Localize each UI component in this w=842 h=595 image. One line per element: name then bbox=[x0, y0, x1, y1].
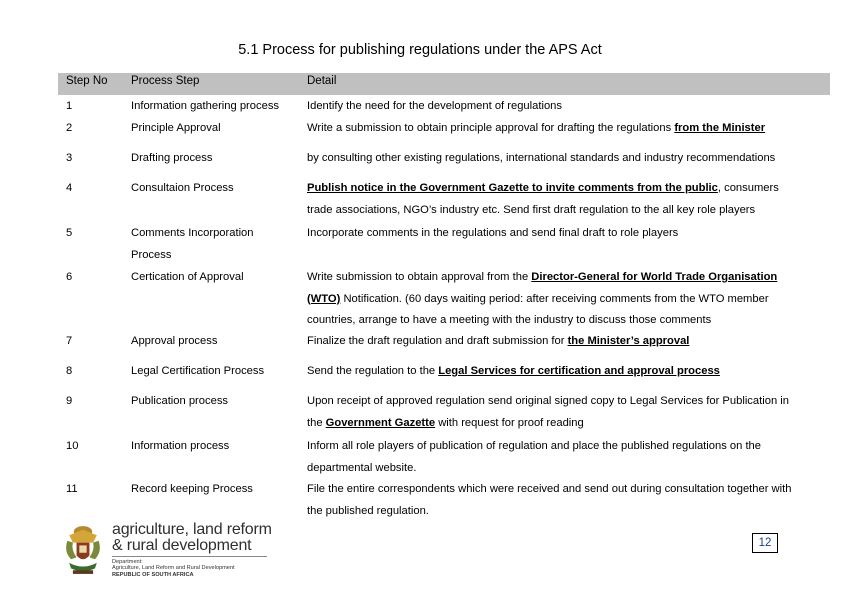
step-number: 3 bbox=[66, 152, 73, 164]
step-detail: Write a submission to obtain principle approval for drafting the regulations from the Minister bbox=[307, 122, 766, 134]
coat-of-arms-icon bbox=[60, 522, 106, 578]
step-number: 9 bbox=[66, 395, 73, 407]
logo-divider bbox=[112, 556, 267, 557]
step-detail: Incorporate comments in the regulations and send final draft to role players bbox=[307, 227, 679, 239]
step-number: 1 bbox=[66, 100, 73, 112]
step-detail: Publish notice in the Government Gazette to invite comments from the public, consumers trade associations, NGO’s industry etc. Send first draft regulation to the all key role players bbox=[307, 182, 779, 216]
step-detail: by consulting other existing regulations, international standards and industry recommendations bbox=[307, 152, 776, 164]
process-step: Legal Certification Process bbox=[131, 365, 265, 377]
process-step: Information gathering process bbox=[131, 100, 280, 112]
step-detail: File the entire correspondents which were received and send out during consultation together with the published regulation. bbox=[307, 483, 792, 517]
step-detail: Write submission to obtain approval from the Director-General for World Trade Organisation (WTO) Notification. (60 days waiting period: after receiving comments from the WTO member countries, arrange to have a meeting with the industry to discuss those comments bbox=[307, 271, 778, 326]
step-detail: Upon receipt of approved regulation send original signed copy to Legal Services for Publication in the Government Gazette with request for proof reading bbox=[307, 395, 789, 429]
department-text: Department: Agriculture, Land Reform and Rural Development REPUBLIC OF SOUTH AFRICA bbox=[112, 559, 235, 578]
step-number: 11 bbox=[66, 483, 78, 495]
process-step: Drafting process bbox=[131, 152, 213, 164]
logo-line-1: agriculture, land reform bbox=[112, 521, 272, 538]
step-number: 2 bbox=[66, 122, 73, 134]
header-detail: Detail bbox=[307, 75, 337, 87]
step-number: 6 bbox=[66, 271, 73, 283]
process-step: Certication of Approval bbox=[131, 271, 244, 283]
step-detail: Inform all role players of publication of regulation and place the published regulations on the departmental website. bbox=[307, 440, 762, 474]
process-step: Consultaion Process bbox=[131, 182, 234, 194]
process-step: Publication process bbox=[131, 395, 229, 407]
step-number: 8 bbox=[66, 365, 73, 377]
step-detail: Finalize the draft regulation and draft submission for the Minister’s approval bbox=[307, 335, 690, 347]
page-number: 12 bbox=[752, 533, 778, 553]
step-detail: Send the regulation to the Legal Services for certification and approval process bbox=[307, 365, 720, 377]
step-number: 5 bbox=[66, 227, 73, 239]
step-number: 10 bbox=[66, 440, 79, 452]
step-number: 4 bbox=[66, 182, 73, 194]
step-number: 7 bbox=[66, 335, 73, 347]
process-step: Comments Incorporation Process bbox=[131, 227, 254, 261]
header-process-step: Process Step bbox=[131, 75, 200, 87]
process-step: Information process bbox=[131, 440, 230, 452]
header-step-no: Step No bbox=[66, 75, 108, 87]
logo-line-2: & rural development bbox=[112, 537, 252, 554]
process-step: Record keeping Process bbox=[131, 483, 253, 495]
process-step: Approval process bbox=[131, 335, 218, 347]
process-step: Principle Approval bbox=[131, 122, 221, 134]
page-title: 5.1 Process for publishing regulations under the APS Act bbox=[238, 42, 602, 58]
step-detail: Identify the need for the development of regulations bbox=[307, 100, 562, 112]
